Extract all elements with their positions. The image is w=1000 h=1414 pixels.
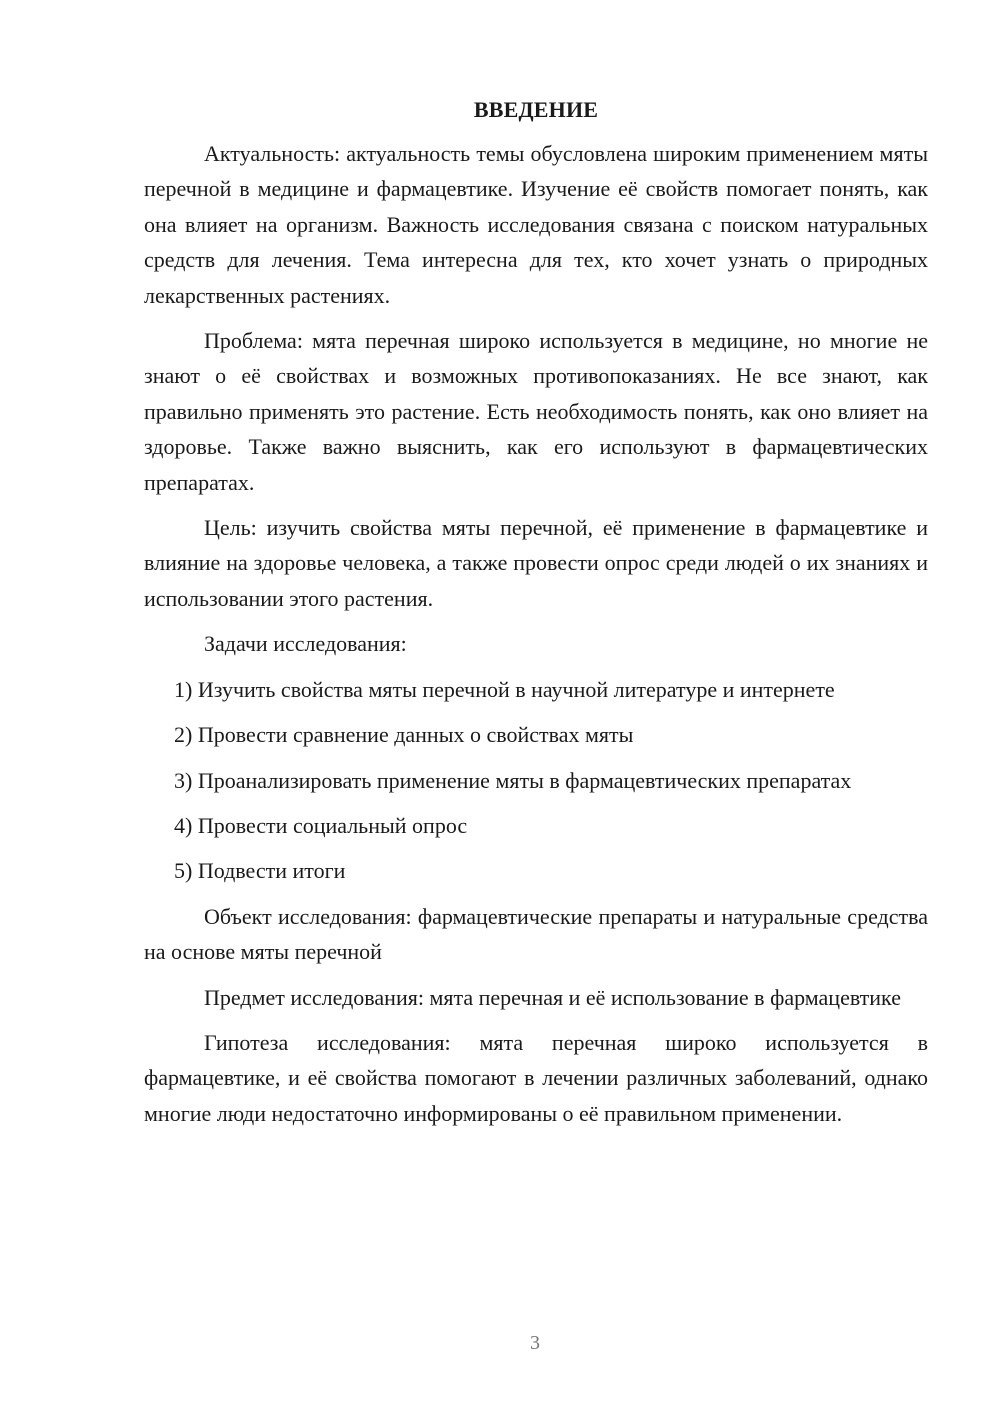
page-number: 3: [530, 1332, 540, 1354]
tasks-title: Задачи исследования:: [204, 631, 407, 657]
goal-paragraph: Цель: изучить свойства мяты перечной, её применение в фармацевтике и влияние на здоровье человека, а также провести опрос среди людей о их знаниях и использовании этого растения.: [144, 515, 928, 611]
list-item: 4) Провести социальный опрос: [174, 812, 468, 838]
hypothesis-paragraph: Гипотеза исследования: мята перечная широко используется в фармацевтике, и её свойства помогают в лечении различных заболеваний, однако многие люди недостаточно информированы о её правильном применении.: [144, 1029, 928, 1126]
list-item: 3) Проанализировать применение мяты в фармацевтических препаратах: [174, 767, 852, 793]
list-item: 2) Провести сравнение данных о свойствах мяты: [174, 722, 634, 748]
list-item: 1) Изучить свойства мяты перечной в научной литературе и интернете: [174, 676, 835, 702]
object-paragraph: Объект исследования: фармацевтические препараты и натуральные средства на основе мяты перечной: [144, 903, 928, 965]
list-item: 5) Подвести итоги: [174, 858, 346, 884]
document-page: [144, 92, 928, 1141]
tasks-list: [144, 672, 928, 889]
problem-paragraph: Проблема: мята перечная широко используется в медицине, но многие не знают о её свойствах и возможных противопоказаниях. Не все знают, как правильно применять это растение. Есть необходимость понять, как оно влияет на здоровье. Также важно выяснить, как его используют в фармацевтических препаратах.: [144, 328, 928, 495]
page-title: ВВЕДЕНИЕ: [473, 97, 599, 122]
relevance-paragraph: Актуальность: актуальность темы обусловлена широким применением мяты перечной в медицине и фармацевтике. Изучение её свойств помогает понять, как она влияет на организм. Важность исследования связана с поиском натуральных средств для лечения. Тема интересна для тех, кто хочет узнать о природных лекарственных растениях.: [144, 141, 928, 308]
subject-paragraph: Предмет исследования: мята перечная и её использование в фармацевтике: [204, 984, 901, 1010]
